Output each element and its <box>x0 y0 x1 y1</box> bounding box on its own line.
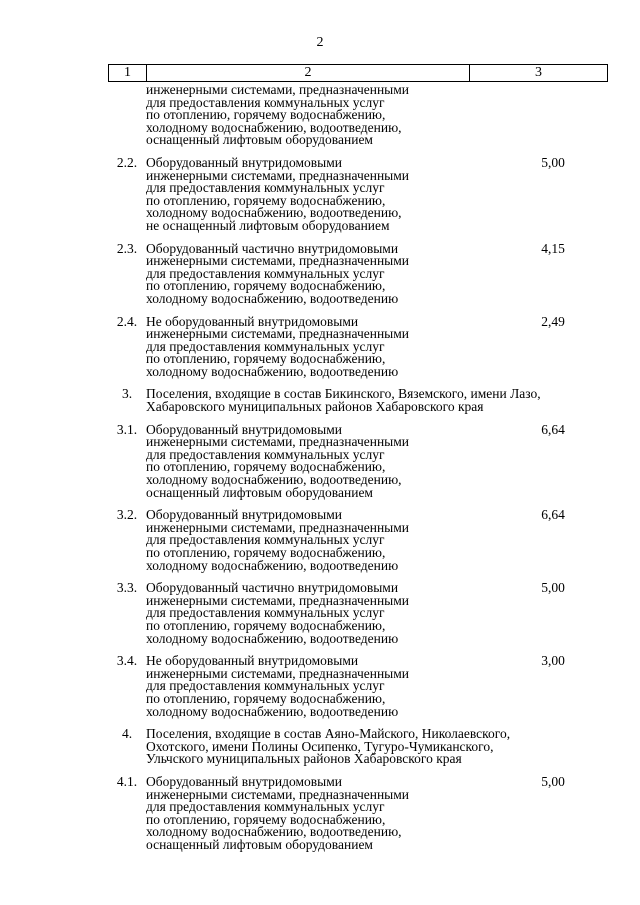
row-number: 2.3. <box>116 240 138 256</box>
row-description <box>146 728 606 766</box>
description-line: инженерными системами, предназначенными <box>146 167 410 183</box>
description-line: холодному водоснабжению, водоотведению <box>146 630 399 646</box>
description-line: Оборудованный внутридомовыми <box>146 773 343 789</box>
description-line: инженерными системами, предназначенными <box>146 326 410 342</box>
row-value <box>518 84 588 147</box>
table-body <box>108 84 608 861</box>
description-line: для предоставления коммунальных услуг <box>146 532 385 548</box>
description-line: по отоплению, горячему водоснабжению, <box>146 278 386 294</box>
description-line: инженерными системами, предназначенными <box>146 665 410 681</box>
description-line: инженерными системами, предназначенными <box>146 82 410 97</box>
row-description <box>146 582 518 645</box>
row-number: 4. <box>121 726 133 742</box>
description-line: Оборудованный внутридомовыми <box>146 421 343 437</box>
row-number: 3. <box>121 386 133 402</box>
description-line: Не оборудованный внутридомовыми <box>146 653 359 669</box>
section-row <box>108 388 608 413</box>
description-line: холодному водоснабжению, водоотведению <box>146 557 399 573</box>
description-line: по отоплению, горячему водоснабжению, <box>146 107 386 123</box>
header-cell-1: 1 <box>109 65 147 81</box>
description-line: Хабаровского муниципальных районов Хабаровского края <box>146 399 484 415</box>
description-line: для предоставления коммунальных услуг <box>146 605 385 621</box>
description-line: по отоплению, горячему водоснабжению, <box>146 811 386 827</box>
description-line: инженерными системами, предназначенными <box>146 592 410 608</box>
description-line: для предоставления коммунальных услуг <box>146 338 385 354</box>
row-value: 6,64 <box>541 507 565 523</box>
description-line: холодному водоснабжению, водоотведению, <box>146 119 402 135</box>
description-line: по отоплению, горячему водоснабжению, <box>146 192 386 208</box>
row-description <box>146 84 518 147</box>
description-line: Оборудованный внутридомовыми <box>146 154 343 170</box>
row-description <box>146 388 606 413</box>
table-row <box>108 509 608 572</box>
row-description <box>146 240 518 306</box>
row-description <box>146 773 518 852</box>
description-line: холодному водоснабжению, водоотведению, <box>146 205 402 221</box>
row-number: 3.3. <box>116 580 138 596</box>
row-value: 4,15 <box>541 240 565 256</box>
table-row <box>108 313 608 379</box>
row-number: 3.2. <box>116 507 138 523</box>
description-line: Оборудованный внутридомовыми <box>146 507 343 523</box>
description-line: для предоставления коммунальных услуг <box>146 180 385 196</box>
table-row <box>108 655 608 718</box>
description-line: по отоплению, горячему водоснабжению, <box>146 351 386 367</box>
row-description <box>146 421 518 500</box>
row-number: 2.2. <box>116 154 138 170</box>
header-cell-3: 3 <box>535 65 542 80</box>
row-description <box>146 313 518 379</box>
description-line: оснащенный лифтовым оборудованием <box>146 836 373 852</box>
description-line: Оборудованный частично внутридомовыми <box>146 580 399 596</box>
row-value: 2,49 <box>541 313 565 329</box>
description-line: инженерными системами, предназначенными <box>146 253 410 269</box>
table-row <box>108 154 608 233</box>
table-row <box>108 84 608 147</box>
row-number: 4.1. <box>116 773 138 789</box>
description-line: по отоплению, горячему водоснабжению, <box>146 459 386 475</box>
row-number: 2.4. <box>116 313 138 329</box>
page-number: 2 <box>316 35 324 50</box>
description-line: для предоставления коммунальных услуг <box>146 94 385 110</box>
description-line: Поселения, входящие в состав Бикинского, Вяземского, имени Лазо, <box>146 386 541 402</box>
row-description <box>146 154 518 233</box>
description-line: Поселения, входящие в состав Аяно-Майского, Николаевского, <box>146 726 511 742</box>
row-value: 3,00 <box>541 653 565 669</box>
description-line: для предоставления коммунальных услуг <box>146 799 385 815</box>
description-line: по отоплению, горячему водоснабжению, <box>146 690 386 706</box>
description-line: для предоставления коммунальных услуг <box>146 446 385 462</box>
row-value: 5,00 <box>541 773 565 789</box>
table-row <box>108 582 608 645</box>
description-line: по отоплению, горячему водоснабжению, <box>146 617 386 633</box>
description-line: для предоставления коммунальных услуг <box>146 265 385 281</box>
table-row <box>108 773 608 852</box>
description-line: инженерными системами, предназначенными <box>146 434 410 450</box>
description-line: холодному водоснабжению, водоотведению <box>146 363 399 379</box>
description-line: инженерными системами, предназначенными <box>146 786 410 802</box>
header-cell-2: 2 <box>147 65 470 81</box>
description-line: холодному водоснабжению, водоотведению, <box>146 824 402 840</box>
table-row <box>108 240 608 306</box>
section-row <box>108 728 608 766</box>
description-line: Охотского, имени Полины Осипенко, Тугуро-Чумиканского, <box>146 738 494 754</box>
row-number <box>108 84 146 147</box>
row-number: 3.1. <box>116 421 138 437</box>
row-number: 3.4. <box>116 653 138 669</box>
description-line: оснащенный лифтовым оборудованием <box>146 484 373 500</box>
row-value: 6,64 <box>541 421 565 437</box>
row-value: 5,00 <box>541 580 565 596</box>
description-line: холодному водоснабжению, водоотведению, <box>146 472 402 488</box>
description-line: не оснащенный лифтовым оборудованием <box>146 217 390 233</box>
description-line: холодному водоснабжению, водоотведению <box>146 290 399 306</box>
table-header <box>108 64 608 82</box>
row-value: 5,00 <box>541 154 565 170</box>
description-line: Оборудованный частично внутридомовыми <box>146 240 399 256</box>
table-row <box>108 421 608 500</box>
row-description <box>146 655 518 718</box>
description-line: по отоплению, горячему водоснабжению, <box>146 545 386 560</box>
description-line: Ульчского муниципальных районов Хабаровского края <box>146 751 462 767</box>
description-line: холодному водоснабжению, водоотведению <box>146 703 399 719</box>
description-line: оснащенный лифтовым оборудованием <box>146 132 373 148</box>
row-description <box>146 509 518 572</box>
description-line: для предоставления коммунальных услуг <box>146 678 385 694</box>
description-line: инженерными системами, предназначенными <box>146 519 410 535</box>
description-line: Не оборудованный внутридомовыми <box>146 313 359 329</box>
